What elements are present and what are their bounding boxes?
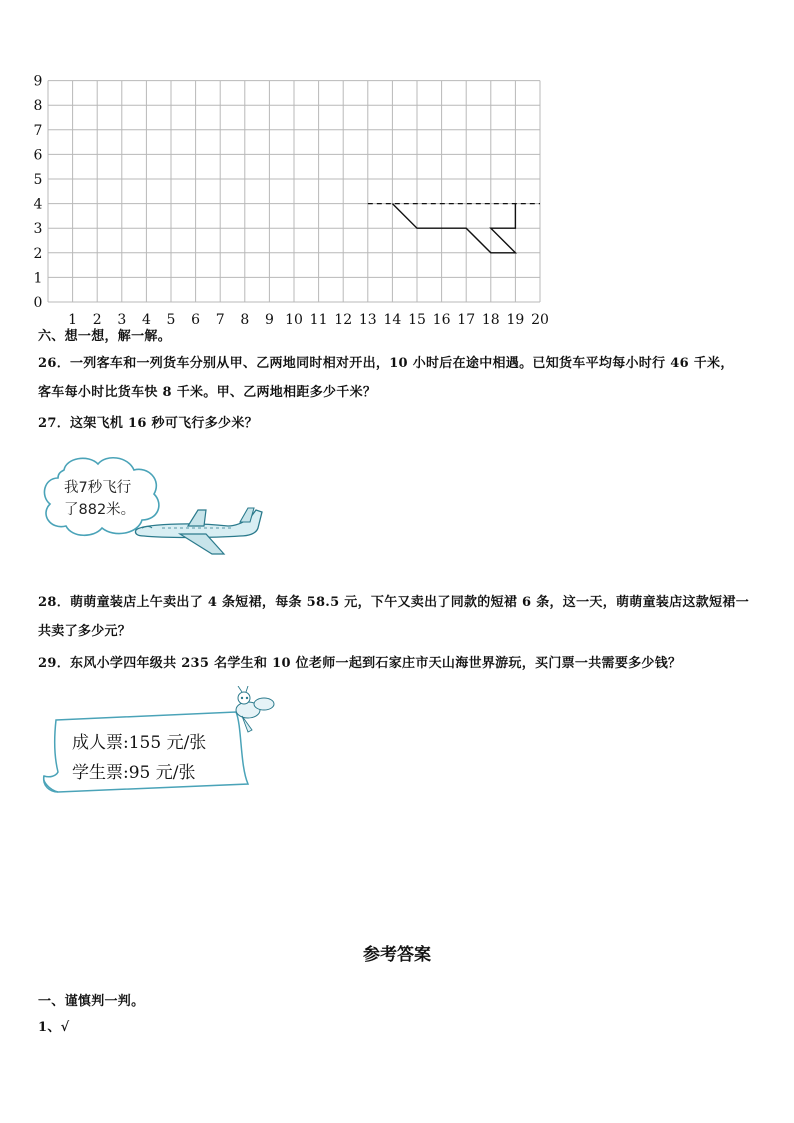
ticket-banner-illustration [36,686,286,798]
x-tick-label: 19 [506,312,525,328]
banner-line2: 学生票:95 元/张 [72,763,196,783]
speech-bubble [44,458,158,536]
question-29: 29．东风小学四年级共 235 名学生和 10 位老师一起到石家庄市天山海世界游玩，买门票一共需要多少钱？ [38,656,682,671]
bubble-line1: 我7秒飞行 [64,480,132,496]
answer-1: 1、√ [38,1020,70,1035]
y-tick-label: 5 [33,172,43,188]
x-tick-label: 9 [264,312,274,328]
y-tick-label: 3 [33,221,43,238]
grid-svg [28,72,568,332]
question-28-line1: 28．萌萌童装店上午卖出了 4 条短裙，每条 58.5 元，下午又卖出了同款的短裙 6 条，这一天，萌萌童装店这款短裙一 [38,595,749,610]
x-tick-label: 14 [383,312,402,328]
y-tick-label: 8 [33,98,43,115]
question-28-line2: 共卖了多少元？ [38,624,132,639]
x-tick-label: 10 [285,312,303,328]
answers-title: 参考答案 [363,945,431,965]
x-tick-label: 3 [117,312,127,328]
coordinate-grid [28,72,568,332]
y-tick-label: 1 [33,270,43,287]
x-tick-label: 6 [191,312,201,328]
x-tick-label: 4 [141,312,151,328]
bubble-line2: 了882米。 [64,502,136,518]
x-tick-label: 12 [334,312,353,328]
banner-line1: 成人票:155 元/张 [72,733,207,753]
x-tick-label: 2 [92,312,102,328]
x-tick-label: 5 [166,312,176,328]
x-tick-label: 20 [531,312,549,328]
airplane-illustration [36,448,266,558]
x-tick-label: 1 [68,312,78,328]
y-tick-label: 6 [33,147,43,164]
x-tick-label: 16 [432,312,451,328]
question-26-line2: 客车每小时比货车快 8 千米。甲、乙两地相距多少千米？ [38,385,377,400]
x-tick-label: 7 [215,312,225,328]
y-tick-label: 2 [33,245,43,262]
answers-section-heading: 一、谨慎判一判。 [38,994,145,1009]
x-tick-label: 15 [408,312,426,328]
x-tick-label: 11 [309,312,328,328]
y-tick-label: 0 [33,295,43,311]
y-tick-label: 7 [33,122,43,139]
y-tick-label: 9 [33,73,43,90]
question-27: 27．这架飞机 16 秒可飞行多少米？ [38,416,258,431]
x-tick-label: 17 [457,312,476,328]
x-tick-label: 13 [358,312,377,328]
question-26-line1: 26．一列客车和一列货车分别从甲、乙两地同时相对开出，10 小时后在途中相遇。已知货车平均每小时行 46 千米， [38,356,734,371]
x-tick-label: 8 [240,312,250,328]
section-heading: 六、想一想，解一解。 [38,329,172,344]
y-tick-label: 4 [33,196,43,213]
bee-icon [236,686,274,732]
x-tick-label: 18 [481,312,500,328]
